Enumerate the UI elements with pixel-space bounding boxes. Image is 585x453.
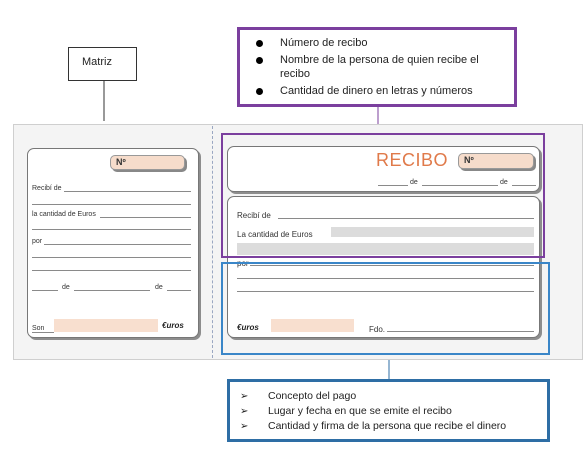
receipt-de-label: de: [410, 179, 418, 186]
stub-amount-box: [54, 319, 158, 332]
receipt-cantidad-label: La cantidad de Euros: [237, 230, 313, 239]
matriz-label: Matriz: [82, 56, 112, 68]
blue-item: ➢ Lugar y fecha en que se emite el recibo: [240, 405, 452, 417]
stub-rule: [32, 332, 54, 333]
bullet-icon: [256, 88, 263, 95]
stub-rule: [44, 244, 191, 245]
stub-por-label: por: [32, 238, 43, 245]
stub-number-box: Nº: [110, 155, 185, 170]
perforation-line: [212, 126, 213, 358]
stub-son-label: Son: [32, 325, 45, 332]
stub-rule: [74, 290, 150, 291]
arrow-bullet-icon: ➢: [240, 406, 249, 417]
receipt-por-label: por: [237, 259, 249, 268]
bullet-icon: [256, 57, 263, 64]
matriz-callout: [68, 47, 137, 81]
purple-list: [254, 36, 504, 98]
stub-de-label: de: [62, 284, 70, 291]
stub-de-label: de: [155, 284, 163, 291]
purple-highlight: [221, 133, 545, 258]
bullet-icon: [256, 40, 263, 47]
arrow-bullet-icon: ➢: [240, 421, 249, 432]
stub-rule: [64, 191, 191, 192]
stub-rule: [32, 270, 191, 271]
stub-euros-label: €uros: [162, 321, 184, 330]
blue-list: [240, 389, 541, 434]
stub-rule: [32, 204, 191, 205]
blue-item: ➢ Cantidad y firma de la persona que recibe el dinero: [240, 420, 507, 432]
purple-callout: [237, 27, 517, 107]
receipt-euros-label: €uros: [237, 323, 259, 332]
stub-rule: [100, 217, 191, 218]
purple-item: Cantidad de dinero en letras y números: [254, 84, 504, 98]
stub-rule: [167, 290, 191, 291]
receipt-recibi-label: Recibí de: [237, 211, 271, 220]
receipt-number-box: Nº: [458, 153, 534, 169]
blue-highlight: [221, 262, 550, 355]
stub-card: [27, 148, 199, 338]
stub-rule: [32, 290, 58, 291]
receipt-title: RECIBO: [376, 150, 449, 170]
receipt-firma-label: Fdo.: [369, 325, 386, 334]
purple-item: Nombre de la persona de quien recibe el recibo: [254, 53, 504, 81]
blue-callout: [227, 379, 550, 442]
stub-cantidad-label: la cantidad de Euros: [32, 211, 96, 218]
arrow-bullet-icon: ➢: [240, 391, 249, 402]
purple-item: Número de recibo: [254, 36, 504, 50]
stub-rule: [32, 229, 191, 230]
receipt-de-label: de: [500, 179, 508, 186]
blue-item: ➢ Concepto del pago: [240, 390, 357, 402]
stub-rule: [32, 257, 191, 258]
stub-recibi-label: Recibí de: [32, 185, 62, 192]
